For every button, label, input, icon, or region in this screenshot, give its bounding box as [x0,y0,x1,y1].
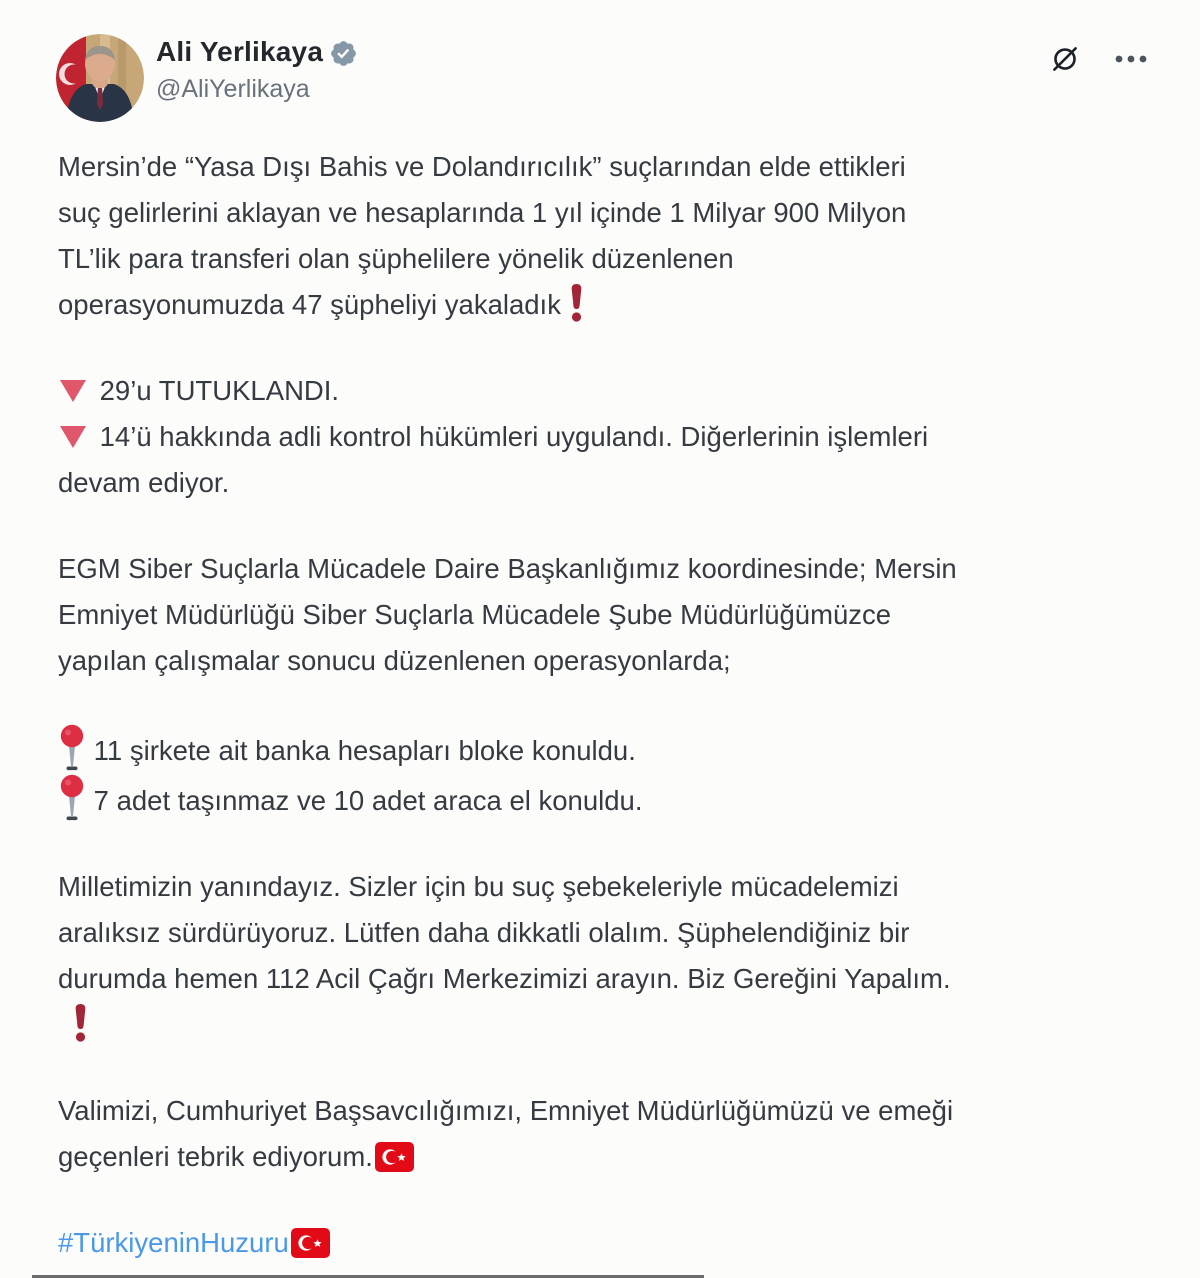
tweet-line [58,724,1152,774]
avatar-image [56,34,144,122]
tweet-text-segment: Valimizi, Cumhuriyet Başsavcılığımızı, Emniyet Müdürlüğümüzü ve emeği [58,1095,954,1126]
tweet-text-segment: 14’ü hakkında adli kontrol hükümleri uygulandı. Diğerlerinin işlemleri [92,421,929,452]
tweet-text [0,122,1200,1266]
user-identity [156,34,358,104]
tweet-line [58,1134,1152,1180]
tweet-line [58,282,1152,328]
display-name[interactable]: Ali Yerlikaya [156,36,324,67]
tweet-paragraph [58,1220,1152,1266]
hashtag-link[interactable]: #TürkiyeninHuzuru [58,1227,289,1258]
tweet-line [58,1088,1152,1134]
tweet-line [58,190,1152,236]
tweet-text-segment: Milletimizin yanındayız. Sizler için bu suç şebekeleriyle mücadelemizi [58,871,899,902]
tweet-line [58,414,1152,460]
tweet-paragraph [58,368,1152,506]
avatar[interactable] [56,34,144,122]
flag-turkey-emoji [289,1228,330,1258]
tweet-text-segment: geçenleri tebrik ediyorum. [58,1141,373,1172]
tweet-line [58,236,1152,282]
more-options-button[interactable] [1110,50,1152,68]
flag-turkey-emoji [373,1142,414,1172]
tweet-paragraph [58,864,1152,1048]
round-pushpin-emoji [58,774,86,822]
tweet-text-segment: TL’lik para transferi olan şüphelilere yönelik düzenlenen [58,243,734,274]
tweet-line [58,956,1152,1002]
tweet-text-segment [58,1009,73,1040]
tweet-line [58,144,1152,190]
tweet-text-segment: Mersin’de “Yasa Dışı Bahis ve Dolandırıcılık” suçlarından elde ettikleri [58,151,906,182]
tweet-header [0,0,1200,122]
tweet-paragraph [58,546,1152,684]
header-actions [1046,34,1152,78]
tweet-paragraph [58,1088,1152,1180]
tweet-text-segment: operasyonumuzda 47 şüpheliyi yakaladık [58,289,569,320]
tweet-text-segment: devam ediyor. [58,467,230,498]
user-handle[interactable]: @AliYerlikaya [156,75,310,103]
tweet-line [58,546,1152,592]
red-exclamation-emoji [569,284,584,322]
tweet-text-segment: aralıksız sürdürüyoruz. Lütfen daha dikkatli olalım. Şüphelendiğiniz bir [58,917,910,948]
tweet-text-segment: EGM Siber Suçlarla Mücadele Daire Başkanlığımız koordinesinde; Mersin [58,553,957,584]
grok-icon [1050,62,1080,77]
tweet-text-segment: 11 şirkete ait banka hesapları bloke konuldu. [86,735,636,766]
tweet-line [58,368,1152,414]
tweet-line [58,1220,1152,1266]
tweet-text-segment: 29’u TUTUKLANDI. [92,375,340,406]
small-red-triangle-down-emoji [58,421,92,451]
tweet-line [58,592,1152,638]
ellipsis-icon [1114,52,1148,67]
tweet-text-segment: suç gelirlerini aklayan ve hesaplarında 1 yıl içinde 1 Milyar 900 Milyon [58,197,907,228]
tweet-text-segment: Emniyet Müdürlüğü Siber Suçlarla Mücadele Şube Müdürlüğümüzce [58,599,892,630]
tweet-line [58,774,1152,824]
tweet-line [58,1002,1152,1048]
small-red-triangle-down-emoji [58,375,92,405]
tweet-text-segment: 7 adet taşınmaz ve 10 adet araca el konuldu. [86,785,643,816]
round-pushpin-emoji [58,724,86,772]
red-exclamation-emoji [73,1004,88,1042]
tweet-paragraph [58,144,1152,328]
verified-badge-icon [329,39,358,68]
tweet-text-segment: durumda hemen 112 Acil Çağrı Merkezimizi arayın. Biz Gereğini Yapalım. [58,963,951,994]
grok-actions-button[interactable] [1046,40,1084,78]
tweet-paragraph [58,724,1152,824]
tweet-line [58,910,1152,956]
tweet-line [58,460,1152,506]
tweet-line [58,864,1152,910]
tweet-line [58,638,1152,684]
tweet-text-segment: yapılan çalışmalar sonucu düzenlenen operasyonlarda; [58,645,731,676]
